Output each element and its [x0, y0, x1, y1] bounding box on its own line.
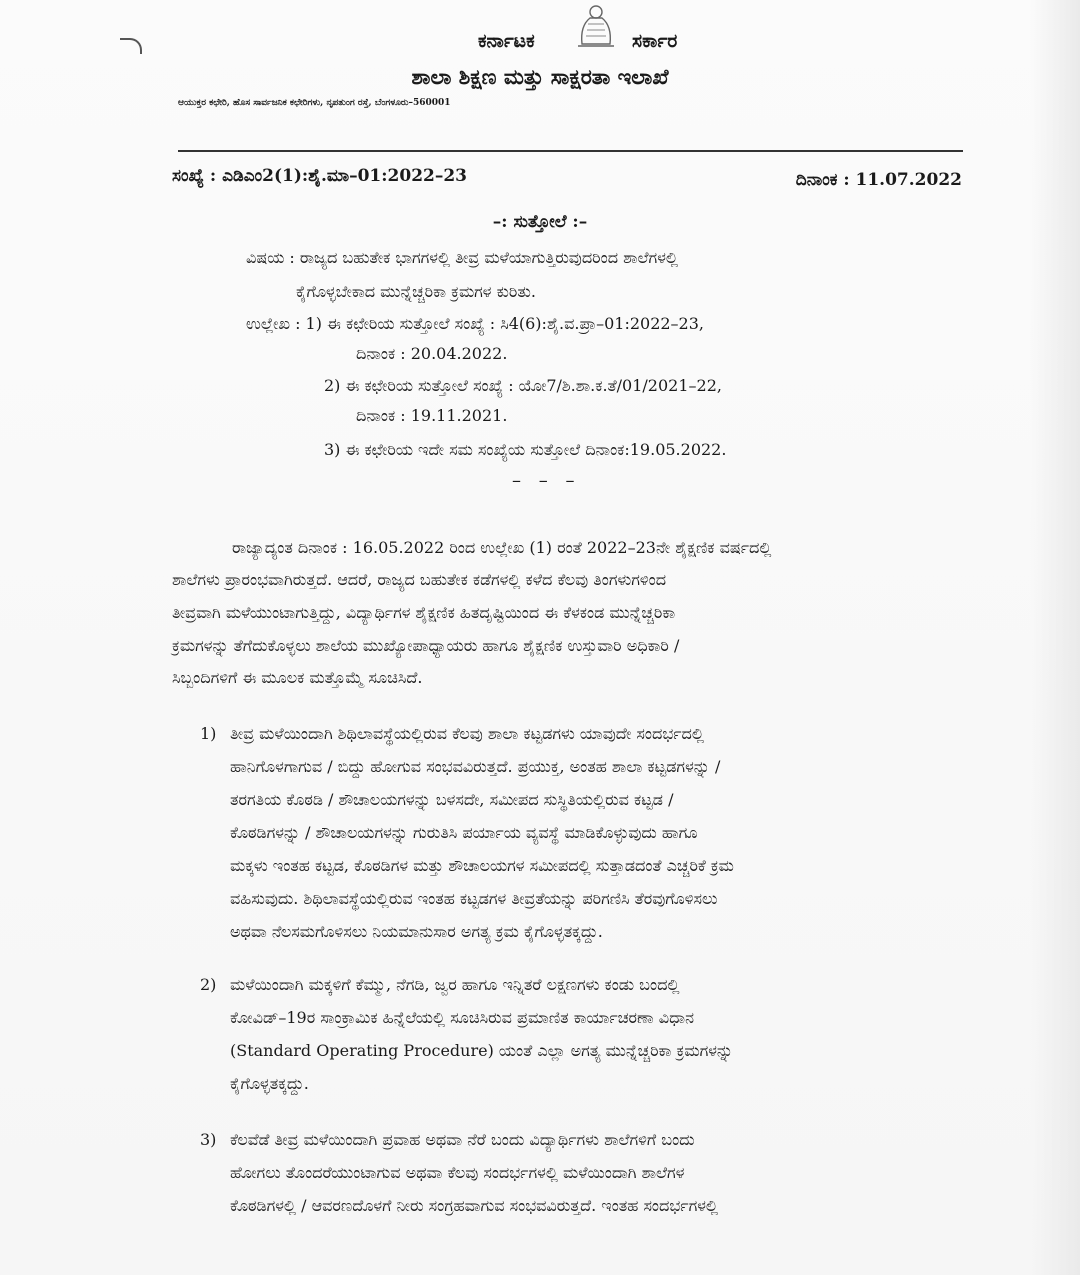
intro-line-1: ರಾಜ್ಯಾದ್ಯಂತ ದಿನಾಂಕ : 16.05.2022 ರಿಂದ ಉಲ್ಲೇಖ (1) ರಂತೆ 2022–23ನೇ ಶೈಕ್ಷಣಿಕ ವರ್ಷದಲ್ಲಿ: [232, 538, 772, 557]
scan-edge-shadow: [1030, 0, 1080, 1275]
circular-date: ದಿನಾಂಕ : 11.07.2022: [795, 170, 962, 190]
header-divider: [178, 150, 963, 152]
point-1-line-7: ಅಥವಾ ನೆಲಸಮಗೊಳಿಸಲು ನಿಯಮಾನುಸಾರ ಅಗತ್ಯ ಕ್ರಮ ಕೈಗೊಳ್ಳತಕ್ಕದ್ದು.: [230, 922, 603, 941]
reference-2-line-1: 2) ಈ ಕಛೇರಿಯ ಸುತ್ತೋಲೆ ಸಂಖ್ಯೆ : ಯೋ7/ಶಿ.ಶಾ.ಕ.ತೆ/01/2021–22,: [324, 376, 722, 395]
intro-line-4: ಕ್ರಮಗಳನ್ನು ತೆಗೆದುಕೊಳ್ಳಲು ಶಾಲೆಯ ಮುಖ್ಯೋಪಾಧ್ಯಾಯರು ಹಾಗೂ ಶೈಕ್ಷಣಿಕ ಉಸ್ತುವಾರಿ ಅಧಿಕಾರಿ /: [172, 636, 680, 655]
point-1-line-3: ತರಗತಿಯ ಕೊಠಡಿ / ಶೌಚಾಲಯಗಳನ್ನು ಬಳಸದೇ, ಸಮೀಪದ ಸುಸ್ಥಿತಿಯಲ್ಲಿರುವ ಕಟ್ಟಡ /: [230, 790, 674, 809]
karnataka-emblem-icon: [572, 4, 620, 48]
reference-number: ಸಂಖ್ಯೆ : ಎಡಿಎಂ2(1):ಶೈ.ಮಾ–01:2022–23: [172, 166, 468, 186]
point-3-line-2: ಹೋಗಲು ತೊಂದರೆಯುಂಟಾಗುವ ಅಥವಾ ಕೆಲವು ಸಂದರ್ಭಗಳಲ್ಲಿ ಮಳೆಯಿಂದಾಗಿ ಶಾಲೆಗಳ: [230, 1163, 685, 1182]
point-2-number: 2): [200, 975, 217, 994]
reference-1-line-2: ದಿನಾಂಕ : 20.04.2022.: [356, 344, 508, 363]
reference-3-line-1: 3) ಈ ಕಛೇರಿಯ ಇದೇ ಸಮ ಸಂಖ್ಯೆಯ ಸುತ್ತೋಲೆ ದಿನಾಂಕ:19.05.2022.: [324, 440, 727, 459]
header-state-left: ಕರ್ನಾಟಕ: [478, 30, 535, 52]
point-1-line-2: ಹಾನಿಗೊಳಗಾಗುವ / ಬಿದ್ದು ಹೋಗುವ ಸಂಭವವಿರುತ್ತದೆ. ಪ್ರಯುಕ್ತ, ಅಂತಹ ಶಾಲಾ ಕಟ್ಟಡಗಳನ್ನು /: [230, 757, 721, 776]
subject-line-2: ಕೈಗೊಳ್ಳಬೇಕಾದ ಮುನ್ನೆಚ್ಚರಿಕಾ ಕ್ರಮಗಳ ಕುರಿತು.: [296, 282, 536, 301]
circular-title: –: ಸುತ್ತೋಲೆ :–: [492, 212, 588, 232]
point-2-line-3: (Standard Operating Procedure) ಯಂತೆ ಎಲ್ಲಾ ಅಗತ್ಯ ಮುನ್ನೆಚ್ಚರಿಕಾ ಕ್ರಮಗಳನ್ನು: [230, 1041, 734, 1060]
header-state-right: ಸರ್ಕಾರ: [632, 30, 678, 52]
intro-line-2: ಶಾಲೆಗಳು ಪ್ರಾರಂಭವಾಗಿರುತ್ತದೆ. ಆದರೆ, ರಾಜ್ಯದ ಬಹುತೇಕ ಕಡೆಗಳಲ್ಲಿ ಕಳೆದ ಕೆಲವು ತಿಂಗಳುಗಳಿಂದ: [172, 570, 667, 589]
department-title: ಶಾಲಾ ಶಿಕ್ಷಣ ಮತ್ತು ಸಾಕ್ಷರತಾ ಇಲಾಖೆ: [411, 64, 669, 89]
point-1-line-1: ತೀವ್ರ ಮಳೆಯಿಂದಾಗಿ ಶಿಥಿಲಾವಸ್ಥೆಯಲ್ಲಿರುವ ಕೆಲವು ಶಾಲಾ ಕಟ್ಟಡಗಳು ಯಾವುದೇ ಸಂದರ್ಭದಲ್ಲಿ: [230, 724, 704, 743]
reference-1-line-1: ಉಲ್ಲೇಖ : 1) ಈ ಕಛೇರಿಯ ಸುತ್ತೋಲೆ ಸಂಖ್ಯೆ : ಸಿ4(6):ಶೈ.ವ.ಪ್ರಾ–01:2022–23,: [246, 314, 705, 333]
point-1-line-5: ಮಕ್ಕಳು ಇಂತಹ ಕಟ್ಟಡ, ಕೊಠಡಿಗಳ ಮತ್ತು ಶೌಚಾಲಯಗಳ ಸಮೀಪದಲ್ಲಿ ಸುತ್ತಾಡದಂತೆ ಎಚ್ಚರಿಕೆ ಕ್ರಮ: [230, 856, 734, 875]
point-1-line-4: ಕೊಠಡಿಗಳನ್ನು / ಶೌಚಾಲಯಗಳನ್ನು ಗುರುತಿಸಿ ಪರ್ಯಾಯ ವ್ಯವಸ್ಥೆ ಮಾಡಿಕೊಳ್ಳುವುದು ಹಾಗೂ: [230, 823, 698, 842]
corner-mark: [120, 38, 142, 54]
intro-line-5: ಸಿಬ್ಬಂದಿಗಳಿಗೆ ಈ ಮೂಲಕ ಮತ್ತೊಮ್ಮೆ ಸೂಚಿಸಿದೆ.: [172, 668, 423, 687]
point-2-line-4: ಕೈಗೊಳ್ಳತಕ್ಕದ್ದು.: [230, 1074, 309, 1093]
reference-separator: – – –: [512, 470, 581, 491]
point-1-number: 1): [200, 724, 217, 743]
intro-line-3: ತೀವ್ರವಾಗಿ ಮಳೆಯುಂಟಾಗುತ್ತಿದ್ದು, ವಿದ್ಯಾರ್ಥಿಗಳ ಶೈಕ್ಷಣಿಕ ಹಿತದೃಷ್ಟಿಯಿಂದ ಈ ಕೆಳಕಂಡ ಮುನ್ನೆಚ್ಚರಿಕಾ: [172, 603, 676, 622]
point-3-number: 3): [200, 1130, 217, 1149]
point-3-line-1: ಕೆಲವೆಡೆ ತೀವ್ರ ಮಳೆಯಿಂದಾಗಿ ಪ್ರವಾಹ ಅಥವಾ ನೆರೆ ಬಂದು ವಿದ್ಯಾರ್ಥಿಗಳು ಶಾಲೆಗಳಿಗೆ ಬಂದು: [230, 1130, 695, 1149]
subject-line-1: ವಿಷಯ : ರಾಜ್ಯದ ಬಹುತೇಕ ಭಾಗಗಳಲ್ಲಿ ತೀವ್ರ ಮಳೆಯಾಗುತ್ತಿರುವುದರಿಂದ ಶಾಲೆಗಳಲ್ಲಿ: [246, 248, 678, 267]
point-2-line-2: ಕೋವಿಡ್–19ರ ಸಾಂಕ್ರಾಮಿಕ ಹಿನ್ನೆಲೆಯಲ್ಲಿ ಸೂಚಿಸಿರುವ ಪ್ರಮಾಣಿತ ಕಾರ್ಯಾಚರಣಾ ವಿಧಾನ: [230, 1008, 694, 1027]
reference-2-line-2: ದಿನಾಂಕ : 19.11.2021.: [356, 406, 508, 425]
point-3-line-3: ಕೊಠಡಿಗಳಲ್ಲಿ / ಆವರಣದೊಳಗೆ ನೀರು ಸಂಗ್ರಹವಾಗುವ ಸಂಭವವಿರುತ್ತದೆ. ಇಂತಹ ಸಂದರ್ಭಗಳಲ್ಲಿ: [230, 1196, 719, 1215]
point-1-line-6: ವಹಿಸುವುದು. ಶಿಥಿಲಾವಸ್ಥೆಯಲ್ಲಿರುವ ಇಂತಹ ಕಟ್ಟಡಗಳ ತೀವ್ರತೆಯನ್ನು ಪರಿಗಣಿಸಿ ತೆರವುಗೊಳಿಸಲು: [230, 889, 718, 908]
point-2-line-1: ಮಳೆಯಿಂದಾಗಿ ಮಕ್ಕಳಿಗೆ ಕೆಮ್ಮು, ನೆಗಡಿ, ಜ್ವರ ಹಾಗೂ ಇನ್ನಿತರೆ ಲಕ್ಷಣಗಳು ಕಂಡು ಬಂದಲ್ಲಿ: [230, 975, 680, 994]
office-address: ಆಯುಕ್ತರ ಕಛೇರಿ, ಹೊಸ ಸಾರ್ವಜನಿಕ ಕಛೇರಿಗಳು, ನೃಪತುಂಗ ರಸ್ತೆ, ಬೆಂಗಳೂರು–560001: [178, 98, 451, 108]
